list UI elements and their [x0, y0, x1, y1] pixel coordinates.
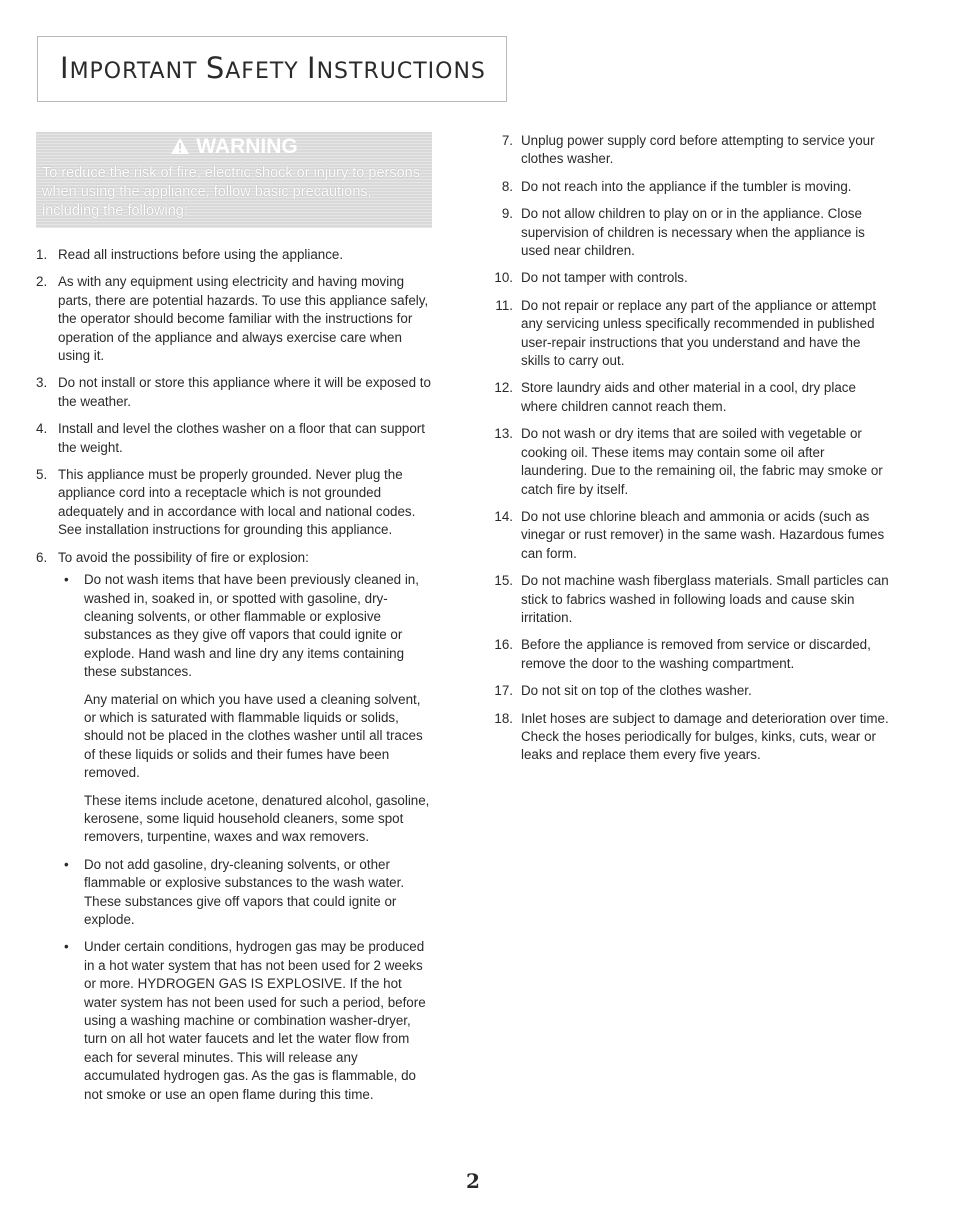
- item-text: Store laundry aids and other material in a cool, dry place where children cannot reach them.: [521, 380, 856, 414]
- paragraph: These items include acetone, denatured alcohol, gasoline, kerosene, some liquid household cleaners, some spot removers, turpentine, waxes and wax removers.: [84, 792, 430, 845]
- item-number: 6.: [36, 549, 48, 565]
- list-item: [493, 682, 893, 700]
- item-number: 9.: [501, 206, 513, 222]
- item-text: Read all instructions before using the appliance.: [58, 247, 344, 262]
- item-text: Before the appliance is removed from service or discarded, remove the door to the washing compartment.: [521, 637, 871, 671]
- list-item: [36, 273, 436, 365]
- list-item: [493, 710, 893, 765]
- warning-triangle-icon: [170, 137, 190, 161]
- item-number: 11.: [495, 297, 513, 313]
- page-number: 2: [466, 1169, 480, 1193]
- item-text: Install and level the clothes washer on a floor that can support the weight.: [58, 421, 425, 455]
- item-text: Do not wash or dry items that are soiled with vegetable or cooking oil. These items may contain some oil after laundering. Due to the remaining oil, the fabric may smoke or catch fire by itself.: [521, 426, 883, 497]
- page-title: [60, 51, 486, 85]
- title-initial-i2: I: [307, 51, 317, 85]
- paragraph: Any material on which you have used a cleaning solvent, or which is saturated with flammable liquids or solids, should not be placed in the clothes washer until all traces of these liquids or solids and their fumes have been removed.: [84, 691, 423, 781]
- list-item: [36, 374, 436, 411]
- item-text: As with any equipment using electricity and having moving parts, there are potential hazards. To use this appliance safely, the operator should become familiar with the instructions for operation of the appliance and always exercise care when using it.: [58, 274, 429, 364]
- item-number: 2.: [36, 274, 48, 290]
- item-number: 10.: [494, 270, 513, 286]
- left-column: [36, 132, 436, 1113]
- item-text: Do not allow children to play on or in the appliance. Close supervision of children is necessary when the appliance is used near children.: [521, 206, 865, 259]
- item-number: 7.: [501, 133, 513, 148]
- list-item: [493, 269, 893, 287]
- item-number: 5.: [36, 467, 48, 483]
- item-number: 17.: [494, 683, 513, 699]
- bullet-item: [58, 856, 436, 930]
- bullet-dot-icon: •: [64, 856, 69, 872]
- list-item: [493, 379, 893, 416]
- item-number: 16.: [494, 637, 513, 653]
- bullet-item: [58, 938, 436, 1104]
- item-text: This appliance must be properly grounded. Never plug the appliance cord into a receptacle which is not grounded adequately and in accordance with local and national codes. See installation instructions for grounding this appliance.: [58, 467, 416, 538]
- list-item: [493, 572, 893, 627]
- list-item: [493, 425, 893, 499]
- list-item: [493, 508, 893, 563]
- item-text: Do not reach into the appliance if the tumbler is moving.: [521, 178, 852, 194]
- bullet-text: Do not add gasoline, dry-cleaning solvents, or other flammable or explosive substances to the wash water. These substances give off vapors that could ignite or explode.: [84, 856, 405, 927]
- item-number: 4.: [36, 421, 48, 437]
- item-number: 8.: [501, 178, 513, 194]
- bullet-item: [58, 571, 436, 681]
- list-item: [36, 549, 436, 567]
- item-text: Do not sit on top of the clothes washer.: [521, 683, 752, 699]
- title-word-afety: AFETY: [225, 59, 299, 84]
- list-item: [493, 178, 893, 196]
- title-box: [37, 36, 507, 102]
- item-text: Do not tamper with controls.: [521, 270, 688, 286]
- item-number: 13.: [494, 426, 513, 442]
- item-text: Do not install or store this appliance where it will be exposed to the weather.: [58, 375, 431, 409]
- item-text: Do not use chlorine bleach and ammonia or acids (such as vinegar or rust remover) in the same wash. Hazardous fumes can form.: [521, 508, 885, 561]
- warning-body: To reduce the risk of fire, electric shock or injury to persons when using the appliance, follow basic precautions, including the following:: [42, 165, 420, 219]
- title-initial-i: I: [60, 51, 70, 85]
- warning-heading: [36, 135, 432, 161]
- list-item: [36, 420, 436, 457]
- bullet-text: Do not wash items that have been previously cleaned in, washed in, soaked in, or spotted with gasoline, dry-cleaning solvents, or other flammable or explosive substances as they give off vapors that could ignite or explode. Hand wash and line dry any items containing these substances.: [84, 572, 419, 680]
- item-number: 3.: [36, 375, 48, 391]
- list-item: [36, 246, 436, 264]
- list-item: [493, 636, 893, 673]
- item-number: 18.: [494, 710, 513, 726]
- item-text: Do not repair or replace any part of the appliance or attempt any servicing unless specifically recommended in published user-repair instructions that you understand and have the skills to carry out.: [521, 297, 877, 369]
- warning-box: [36, 132, 432, 228]
- item-text: Inlet hoses are subject to damage and deterioration over time. Check the hoses periodically for bulges, kinks, cuts, wear or leaks and replace them every five years.: [521, 710, 889, 763]
- item-number: 14.: [494, 508, 513, 524]
- item-6-details: [58, 571, 436, 1104]
- item-text: Unplug power supply cord before attempting to service your clothes washer.: [521, 133, 875, 167]
- item-number: 1.: [36, 247, 48, 262]
- item-number: 12.: [494, 380, 513, 396]
- list-item: [493, 205, 893, 260]
- item-text: Do not machine wash fiberglass materials. Small particles can stick to fabrics washed in following loads and cause skin irritation.: [521, 573, 889, 625]
- list-item: [493, 297, 893, 371]
- item-number: 15.: [494, 573, 513, 589]
- right-column: [493, 132, 893, 774]
- title-initial-s: S: [205, 51, 226, 85]
- title-word-mportant: MPORTANT: [69, 59, 198, 84]
- bullet-dot-icon: •: [64, 939, 69, 955]
- list-item: [493, 132, 893, 169]
- item-text: To avoid the possibility of fire or explosion:: [58, 549, 309, 565]
- warning-heading-text: WARNING: [196, 135, 298, 158]
- bullet-text: Under certain conditions, hydrogen gas may be produced in a hot water system that has not been used for 2 weeks or more. HYDROGEN GAS IS EXPLOSIVE. If the hot water system has not been used for such a period, before using a washing machine or combination washer-dryer, turn on all hot water faucets and let the water flow from each for several minutes. This will release any accumulated hydrogen gas. As the gas is flammable, do not smoke or use an open flame during this time.: [84, 939, 426, 1102]
- bullet-dot-icon: •: [64, 572, 69, 588]
- title-word-nstructions: NSTRUCTIONS: [316, 59, 486, 84]
- list-item: [36, 466, 436, 540]
